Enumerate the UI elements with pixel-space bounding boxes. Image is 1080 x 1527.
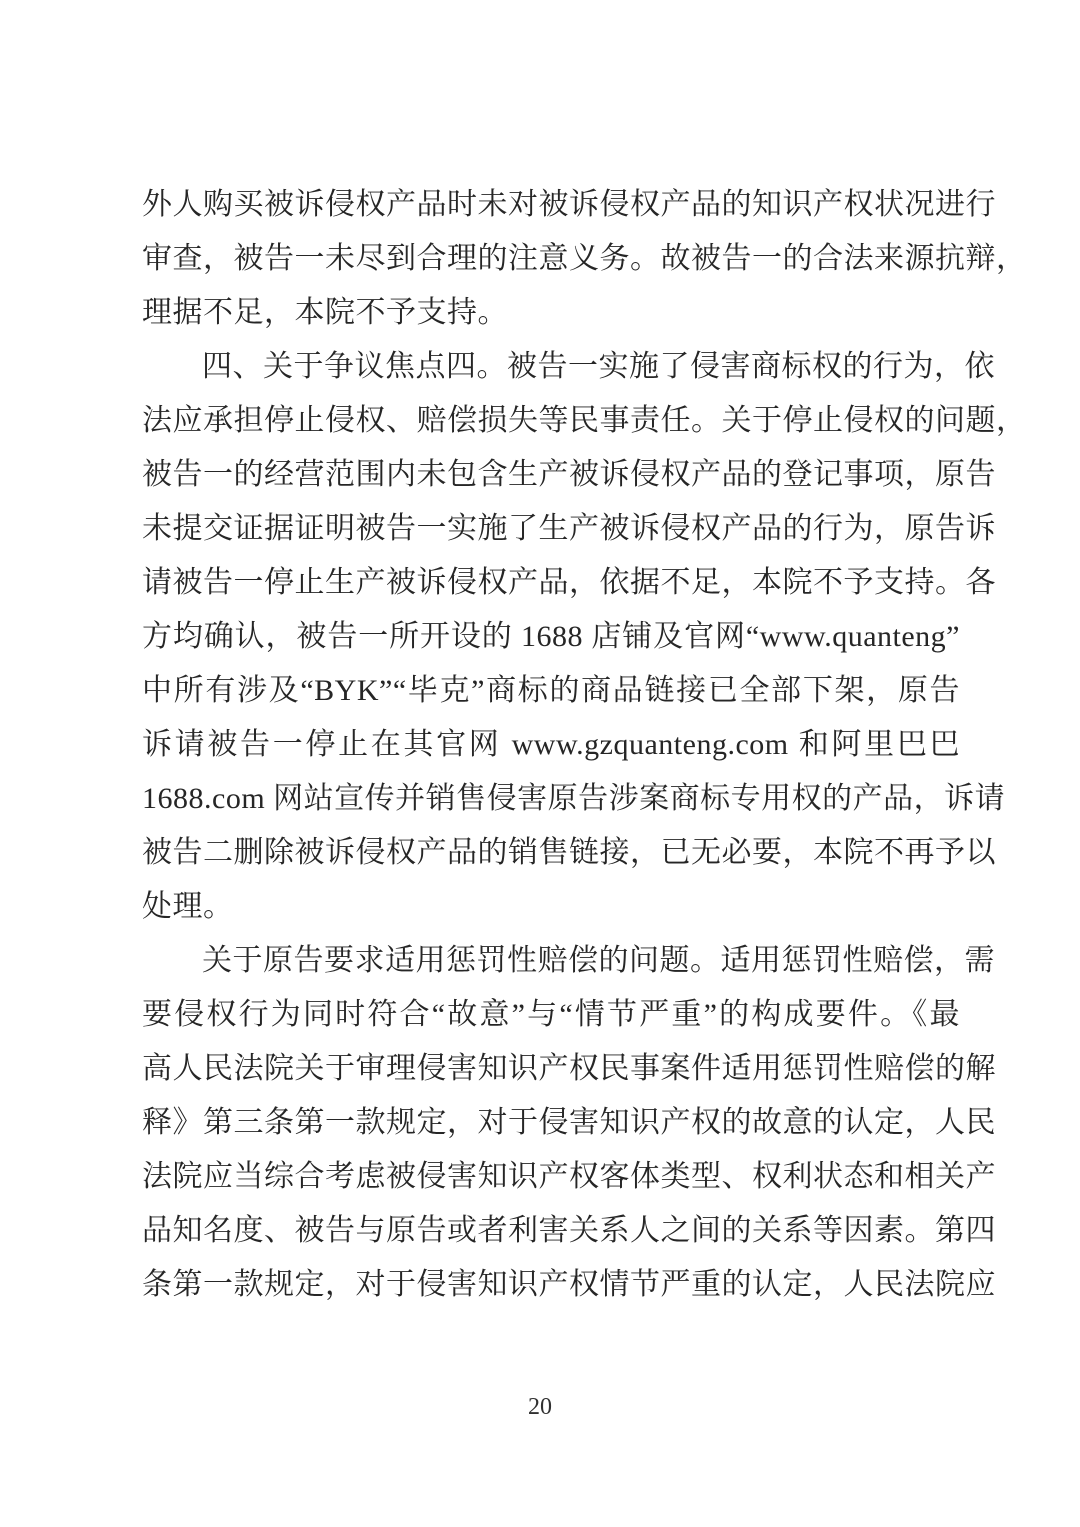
text-line: 被告二删除被诉侵权产品的销售链接，已无必要，本院不再予以	[142, 836, 996, 869]
text-line: 方均确认，被告一所开设的 1688 店铺及官网“www.quanteng”	[142, 620, 960, 653]
text-line: 请被告一停止生产被诉侵权产品，依据不足，本院不予支持。各	[142, 566, 996, 599]
text-line: 要侵权行为同时符合“故意”与“情节严重”的构成要件。《最	[142, 998, 960, 1031]
text-line: 未提交证据证明被告一实施了生产被诉侵权产品的行为，原告诉	[142, 512, 996, 545]
judgment-text-block	[142, 178, 1027, 1312]
text-line: 法院应当综合考虑被侵害知识产权客体类型、权利状态和相关产	[142, 1160, 996, 1193]
text-line-paragraph-start: 关于原告要求适用惩罚性赔偿的问题。适用惩罚性赔偿，需	[202, 944, 995, 977]
text-line: 处理。	[142, 890, 234, 923]
text-line: 高人民法院关于审理侵害知识产权民事案件适用惩罚性赔偿的解	[142, 1052, 996, 1085]
text-line: 外人购买被诉侵权产品时未对被诉侵权产品的知识产权状况进行	[142, 188, 996, 221]
text-line: 品知名度、被告与原告或者利害关系人之间的关系等因素。第四	[142, 1214, 996, 1247]
text-line: 审查，被告一未尽到合理的注意义务。故被告一的合法来源抗辩，	[142, 242, 1027, 275]
text-line: 条第一款规定，对于侵害知识产权情节严重的认定，人民法院应	[142, 1268, 996, 1301]
page-number: 20	[528, 1394, 552, 1420]
text-line: 释》第三条第一款规定，对于侵害知识产权的故意的认定，人民	[142, 1106, 996, 1139]
text-line: 理据不足，本院不予支持。	[142, 296, 508, 329]
text-line: 法应承担停止侵权、赔偿损失等民事责任。关于停止侵权的问题，	[142, 404, 1027, 437]
text-line: 诉请被告一停止在其官网 www.gzquanteng.com 和阿里巴巴	[142, 728, 960, 761]
text-line: 1688.com 网站宣传并销售侵害原告涉案商标专用权的产品，诉请	[142, 782, 1006, 815]
text-line: 被告一的经营范围内未包含生产被诉侵权产品的登记事项，原告	[142, 458, 996, 491]
text-line-paragraph-start: 四、关于争议焦点四。被告一实施了侵害商标权的行为，依	[202, 350, 995, 383]
text-line: 中所有涉及“BYK”“毕克”商标的商品链接已全部下架，原告	[142, 674, 960, 707]
